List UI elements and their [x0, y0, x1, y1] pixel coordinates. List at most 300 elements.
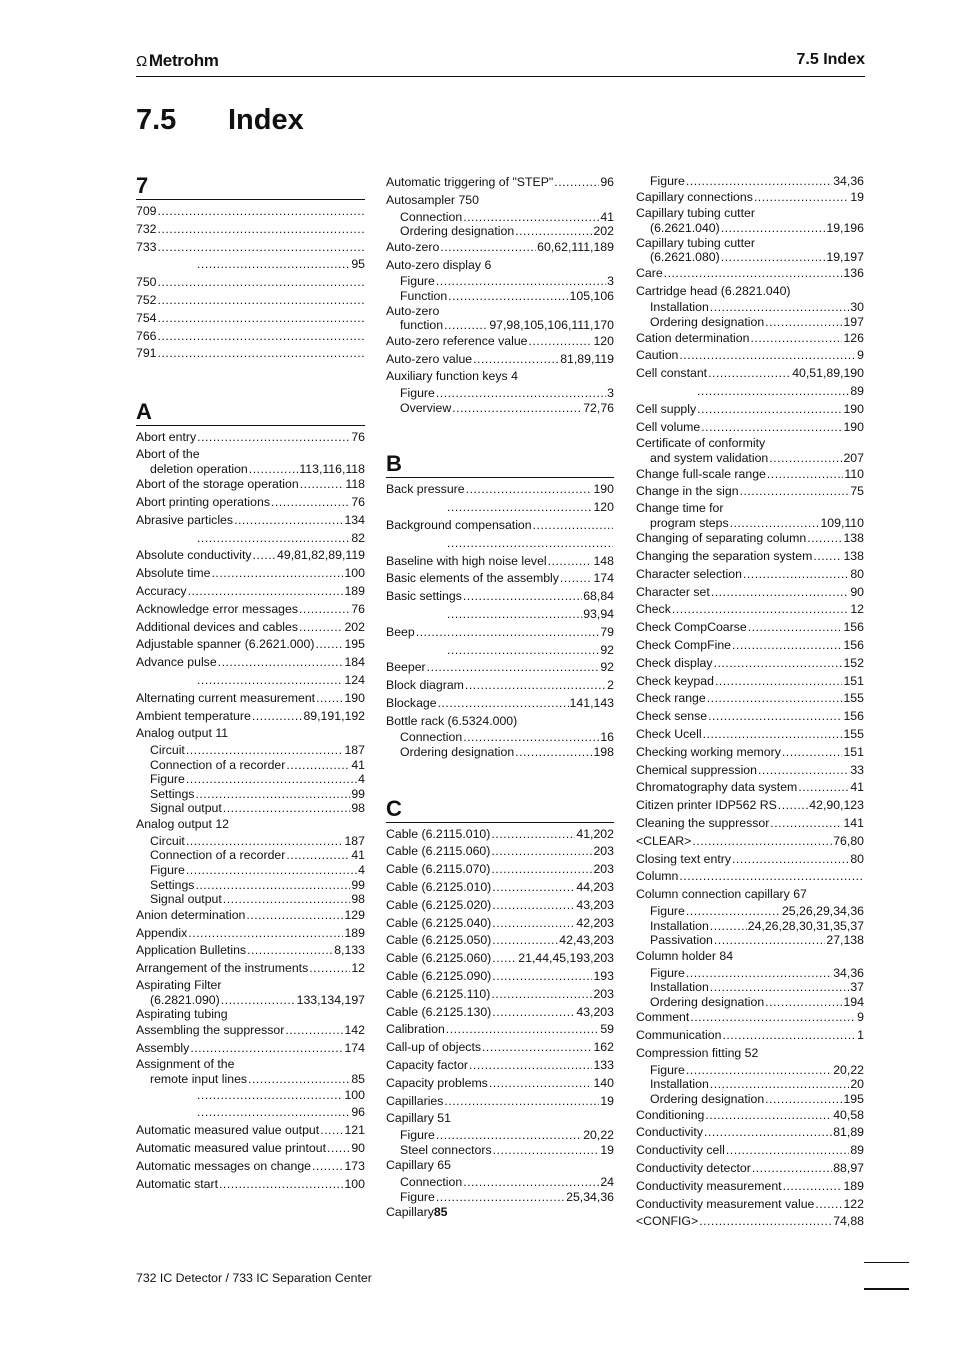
dot-leader	[765, 315, 842, 330]
index-entry	[636, 673, 864, 691]
dot-leader	[686, 1063, 832, 1078]
entry-pages: 89,191,192	[303, 708, 365, 723]
dot-leader	[707, 690, 843, 708]
dot-leader	[223, 801, 351, 816]
entry-term: Absolute conductivity	[136, 548, 252, 563]
index-entry-line	[136, 758, 365, 773]
dot-leader	[466, 481, 593, 499]
index-entry-line	[136, 787, 365, 802]
index-entry-line	[386, 695, 614, 713]
index-entry	[386, 713, 614, 760]
entry-term: Check	[636, 602, 671, 617]
entry-pages: 99	[351, 877, 365, 892]
index-entry-line	[136, 1072, 365, 1087]
entry-term: Abort of the storage operation	[136, 477, 299, 492]
index-entry-line	[636, 516, 864, 531]
entry-term: Abrasive particles	[136, 512, 234, 527]
index-entry	[636, 619, 864, 637]
index-entry-line	[636, 466, 864, 484]
dot-leader	[758, 762, 849, 780]
dot-leader	[248, 1072, 350, 1087]
index-entry-line	[386, 1143, 614, 1158]
index-entry-line	[386, 224, 614, 239]
index-column-2	[386, 174, 614, 1222]
entry-pages: 126	[843, 330, 864, 345]
entry-pages: 141,143	[569, 695, 614, 710]
index-entry	[386, 239, 614, 257]
entry-pages: 118	[345, 477, 365, 492]
entry-pages: 74,88	[833, 1214, 864, 1229]
entry-term: Check CompCoarse	[636, 620, 747, 635]
index-entry	[136, 429, 365, 447]
index-entry-line	[386, 1021, 614, 1039]
index-entry-line	[636, 919, 864, 934]
dot-leader	[447, 606, 582, 624]
index-entry	[636, 815, 864, 833]
entry-pages: 134	[344, 512, 365, 527]
entry-term: Column	[636, 869, 679, 884]
dot-leader	[195, 878, 350, 893]
entry-term: Capillary	[386, 1205, 434, 1220]
index-entry-line	[136, 654, 365, 672]
dot-leader	[447, 499, 592, 517]
section-spacer	[386, 760, 614, 797]
footer-rule-thin	[864, 1262, 909, 1263]
dot-leader	[715, 673, 843, 691]
dot-leader	[197, 256, 350, 274]
entry-term: Cell constant	[636, 366, 708, 381]
index-entry	[636, 833, 864, 851]
index-entry	[386, 1110, 614, 1157]
index-entry-line	[386, 968, 614, 986]
entry-pages: 151	[843, 673, 864, 688]
entry-term: Bottle rack (6.5324.000)	[386, 713, 518, 728]
index-entry	[636, 851, 864, 869]
index-entry	[136, 1057, 365, 1086]
index-entry	[386, 950, 614, 968]
index-entry-line	[136, 462, 365, 477]
dot-leader	[710, 919, 747, 934]
dot-leader	[300, 476, 345, 494]
index-entry	[136, 1158, 365, 1176]
dot-leader	[489, 1075, 593, 1093]
entry-term: 752	[136, 292, 157, 307]
entry-term: Figure	[150, 863, 185, 878]
index-entry-line	[636, 1107, 864, 1125]
index-entry-line	[636, 483, 864, 501]
index-entry-line	[386, 1004, 614, 1022]
entry-term: Back pressure	[386, 482, 465, 497]
dot-leader	[316, 690, 343, 708]
entry-term: Conductivity cell	[636, 1143, 725, 1158]
dot-leader	[714, 933, 825, 948]
entry-term: Auto-zero display	[386, 257, 485, 272]
entry-pages: 76	[351, 601, 365, 616]
index-entry-line	[386, 351, 614, 369]
index-entry	[136, 1176, 365, 1194]
entry-pages: 3	[607, 386, 614, 401]
index-entry-line	[636, 933, 864, 948]
entry-figure-ref: 67	[793, 887, 807, 902]
index-entry-line	[636, 966, 864, 981]
index-entry-line	[386, 1075, 614, 1093]
entry-term: Adjustable spanner (6.2621.000)	[136, 637, 315, 652]
entry-pages: 133	[593, 1058, 614, 1073]
entry-term: Cable (6.2115.010)	[386, 826, 491, 841]
entry-term: Cartridge head (6.2821.040)	[636, 283, 791, 298]
dot-leader	[782, 744, 843, 762]
entry-pages: 100	[344, 566, 365, 581]
entry-pages: 24,26,28,30,31,35,37	[747, 918, 864, 933]
entry-term: Automatic triggering of "STEP"	[386, 175, 554, 189]
page-title	[136, 104, 304, 137]
index-entry-line	[386, 950, 614, 968]
index-entry-line	[386, 624, 614, 642]
dot-leader	[697, 383, 849, 401]
entry-term: 766	[136, 328, 157, 343]
dot-leader	[491, 826, 575, 844]
dot-leader	[721, 221, 826, 236]
index-entry	[136, 203, 365, 221]
dot-leader	[748, 619, 843, 637]
index-entry-line	[136, 310, 365, 328]
entry-term: Abort printing operations	[136, 494, 270, 509]
index-entry	[386, 333, 614, 351]
index-entry	[636, 584, 864, 602]
entry-term: Cable (6.2125.110)	[386, 986, 491, 1001]
index-entry-line	[636, 189, 864, 207]
entry-pages: 4	[358, 772, 365, 787]
entry-pages: 97,98,105,106,111,170	[489, 318, 614, 333]
index-entry-line	[386, 1204, 614, 1222]
dot-leader	[491, 861, 592, 879]
dot-leader	[312, 1158, 343, 1176]
dot-leader	[697, 401, 842, 419]
dot-leader	[679, 347, 856, 365]
logo-text: Metrohm	[148, 51, 219, 70]
entry-term: Blockage	[386, 695, 437, 710]
entry-pages: 90	[850, 584, 864, 599]
index-entry	[386, 1021, 614, 1039]
index-entry-line	[136, 601, 365, 619]
dot-leader	[447, 535, 613, 553]
index-entry	[386, 843, 614, 861]
index-entry-line	[636, 726, 864, 744]
index-entry-line	[136, 925, 365, 943]
entry-term: Check keypad	[636, 673, 714, 688]
entry-term: Conditioning	[636, 1107, 705, 1122]
dot-leader	[752, 1160, 832, 1178]
index-entry-line	[636, 347, 864, 365]
dot-leader	[463, 588, 582, 606]
dot-leader	[778, 797, 808, 815]
dot-leader	[703, 726, 843, 744]
section-letter-heading: B	[386, 452, 614, 478]
entry-term: Analog output	[136, 726, 216, 741]
index-entry-line	[136, 1176, 365, 1194]
entry-pages: 24	[600, 1175, 614, 1190]
index-entry-line	[636, 904, 864, 919]
entry-term: Cation determination	[636, 330, 750, 345]
index-entry-line	[136, 583, 365, 601]
entry-term: 709	[136, 204, 157, 218]
entry-term: Calibration	[386, 1022, 445, 1037]
index-entry-line	[386, 553, 614, 571]
entry-term: Background compensation	[386, 517, 532, 532]
entry-term: Connection	[400, 1175, 463, 1190]
dot-leader	[711, 584, 850, 602]
entry-term: Absolute time	[136, 566, 211, 581]
index-entry-line	[136, 1122, 365, 1140]
index-entry	[136, 1022, 365, 1040]
dot-leader	[554, 174, 599, 192]
index-entry-line	[636, 419, 864, 437]
dot-leader	[299, 619, 343, 637]
dot-leader	[188, 583, 344, 601]
index-entry	[136, 547, 365, 565]
entry-heading	[636, 1045, 864, 1063]
dot-leader	[440, 239, 536, 257]
index-entry-line	[636, 548, 864, 566]
index-entry-line	[136, 1104, 365, 1122]
dot-leader	[560, 570, 593, 588]
index-entry-line	[636, 637, 864, 655]
index-entry-line	[636, 365, 864, 383]
index-entry	[636, 419, 864, 437]
entry-term: Assembly	[136, 1040, 190, 1055]
entry-pages: 156	[843, 620, 864, 635]
entry-pages: 100	[344, 1087, 365, 1102]
entry-heading: Aspirating Filter	[136, 978, 222, 993]
dot-leader	[743, 566, 849, 584]
index-entry-line	[136, 892, 365, 907]
index-entry	[386, 588, 614, 606]
entry-figure-ref: 11	[215, 726, 229, 741]
index-entry-line	[386, 659, 614, 677]
dot-leader	[448, 289, 568, 304]
index-entry-line	[386, 499, 614, 517]
entry-pages: 76	[351, 494, 365, 509]
entry-term: Circuit	[150, 743, 185, 758]
entry-pages: 109,110	[820, 515, 864, 530]
index-entry-line	[636, 851, 864, 869]
entry-pages: 105,106	[569, 288, 614, 303]
entry-term: Figure	[400, 386, 435, 401]
entry-pages: 88,97	[833, 1160, 864, 1175]
entry-term: Accuracy	[136, 583, 187, 598]
index-entry	[386, 570, 614, 588]
entry-pages: 151	[843, 744, 864, 759]
dot-leader	[730, 516, 820, 531]
index-entry-line	[136, 848, 365, 863]
index-entry-line	[136, 636, 365, 654]
entry-term: Checking working memory	[636, 744, 781, 759]
entry-pages: 42,203	[576, 915, 614, 930]
entry-pages: 42,43,203	[559, 933, 614, 948]
index-entry-line	[636, 690, 864, 708]
index-entry-line	[386, 897, 614, 915]
dot-leader	[533, 517, 613, 535]
dot-leader	[234, 512, 343, 530]
entry-term: Baseline with high noise level	[386, 553, 547, 568]
dot-leader	[463, 730, 599, 745]
index-entry-line	[636, 383, 864, 401]
entry-pages: 138	[843, 549, 864, 564]
entry-term: Care	[636, 265, 663, 280]
entry-term: Automatic messages on change	[136, 1158, 311, 1173]
entry-pages: 93,94	[583, 606, 614, 621]
entry-pages: 43,203	[576, 897, 614, 912]
dot-leader	[436, 1190, 565, 1205]
index-entry-line	[636, 980, 864, 995]
entry-term: Auto-zero reference value	[386, 333, 528, 348]
dot-leader	[699, 1213, 832, 1231]
index-entry	[636, 762, 864, 780]
dot-leader	[327, 1140, 350, 1158]
entry-pages: 75	[850, 484, 864, 499]
index-entry-line	[386, 677, 614, 695]
index-entry-line	[636, 673, 864, 691]
metrohm-logo	[136, 51, 219, 71]
index-entry-line	[136, 1158, 365, 1176]
entry-term: Function	[400, 288, 448, 303]
entry-term: Appendix	[136, 925, 188, 940]
section-spacer	[136, 363, 365, 400]
entry-pages: 110	[844, 466, 864, 481]
index-entry	[636, 637, 864, 655]
title-text: Index	[228, 104, 304, 136]
entry-term: Cleaning the suppressor	[636, 816, 770, 831]
entry-pages: 79	[600, 624, 614, 639]
entry-term: Connection of a recorder	[150, 848, 286, 863]
index-entry	[386, 1004, 614, 1022]
index-entry	[136, 328, 365, 346]
index-entry	[386, 861, 614, 879]
entry-term: Installation	[650, 918, 709, 933]
entry-term: Connection	[400, 209, 463, 224]
entry-term: Capillaries	[386, 1093, 444, 1108]
entry-term: Beep	[386, 624, 415, 639]
index-entry	[136, 476, 365, 494]
entry-term: Auxiliary function keys	[386, 369, 512, 384]
index-entry	[636, 1107, 864, 1125]
entry-term: Capillary connections	[636, 189, 753, 204]
dot-leader	[726, 1142, 849, 1160]
entry-pages: 190	[344, 690, 365, 705]
entry-term: Installation	[650, 1077, 709, 1092]
index-entry-line	[636, 451, 864, 466]
index-entry-line	[386, 274, 614, 289]
entry-term: Change full-scale range	[636, 466, 766, 481]
dot-leader	[492, 950, 517, 968]
index-entry	[386, 481, 614, 499]
entry-heading	[636, 886, 864, 904]
index-entry	[136, 1007, 365, 1022]
entry-term: Character selection	[636, 566, 742, 581]
entry-term: 750	[136, 275, 157, 290]
dot-leader	[515, 224, 592, 239]
entry-pages: 202	[344, 619, 365, 634]
dot-leader	[722, 1027, 856, 1045]
footer-rule-thick	[864, 1288, 909, 1290]
entry-pages: 113,116,118	[299, 461, 365, 476]
index-entry	[636, 401, 864, 419]
index-entry-line	[136, 476, 365, 494]
index-entry	[636, 1045, 864, 1107]
entry-figure-ref: 6	[484, 257, 492, 272]
index-entry	[136, 601, 365, 619]
index-entry	[136, 1040, 365, 1058]
entry-term: 791	[136, 346, 157, 361]
index-entry-line	[636, 584, 864, 602]
index-entry	[636, 690, 864, 708]
entry-term: Capillary	[386, 1111, 438, 1126]
entry-figure-ref: 85	[433, 1205, 448, 1220]
entry-term: Changing of separating column	[636, 531, 807, 546]
index-entry	[386, 677, 614, 695]
dot-leader	[807, 530, 842, 548]
entry-term: Cable (6.2125.060)	[386, 951, 492, 966]
entry-term: Comment	[636, 1010, 690, 1025]
index-entry-line	[386, 318, 614, 333]
dot-leader	[186, 834, 344, 849]
dot-leader	[690, 1009, 856, 1027]
index-entry	[136, 925, 365, 943]
entry-heading	[136, 816, 365, 834]
index-entry	[636, 189, 864, 207]
dot-leader	[197, 1104, 350, 1122]
index-entry-line	[136, 328, 365, 346]
entry-pages: 12	[351, 961, 365, 976]
entry-pages: 9	[857, 348, 864, 363]
entry-term: Figure	[650, 174, 685, 188]
entry-pages: 49,81,82,89,119	[277, 548, 365, 563]
dot-leader	[446, 1021, 600, 1039]
dot-leader	[436, 274, 606, 289]
index-entry-line	[136, 345, 365, 363]
index-entry-line	[636, 250, 864, 265]
dot-leader	[416, 624, 600, 642]
entry-pages: 174	[593, 571, 614, 586]
entry-pages: 81,89,119	[560, 351, 614, 366]
index-entry	[386, 897, 614, 915]
index-entry-line	[136, 565, 365, 583]
entry-pages: 96	[351, 1105, 365, 1120]
index-entry-line	[136, 863, 365, 878]
index-entry	[636, 466, 864, 484]
index-entry	[386, 624, 614, 642]
entry-term: Cell supply	[636, 401, 697, 416]
index-entry-line	[386, 289, 614, 304]
dot-leader	[798, 779, 849, 797]
index-entry-line	[136, 494, 365, 512]
index-entry-line	[136, 1022, 365, 1040]
dot-leader	[444, 318, 488, 333]
entry-term: 733	[136, 239, 157, 254]
dot-leader	[492, 1004, 575, 1022]
dot-leader	[769, 451, 842, 466]
index-entry-line	[136, 801, 365, 816]
index-entry-line	[636, 1160, 864, 1178]
entry-pages: 44,203	[576, 880, 614, 895]
index-entry-line	[386, 401, 614, 416]
entry-pages: 34,36	[833, 174, 864, 188]
index-entry	[136, 239, 365, 257]
index-entry	[636, 548, 864, 566]
entry-pages: 25,34,36	[566, 1189, 614, 1204]
entry-pages: 41,202	[576, 826, 614, 841]
index-entry	[636, 283, 864, 330]
